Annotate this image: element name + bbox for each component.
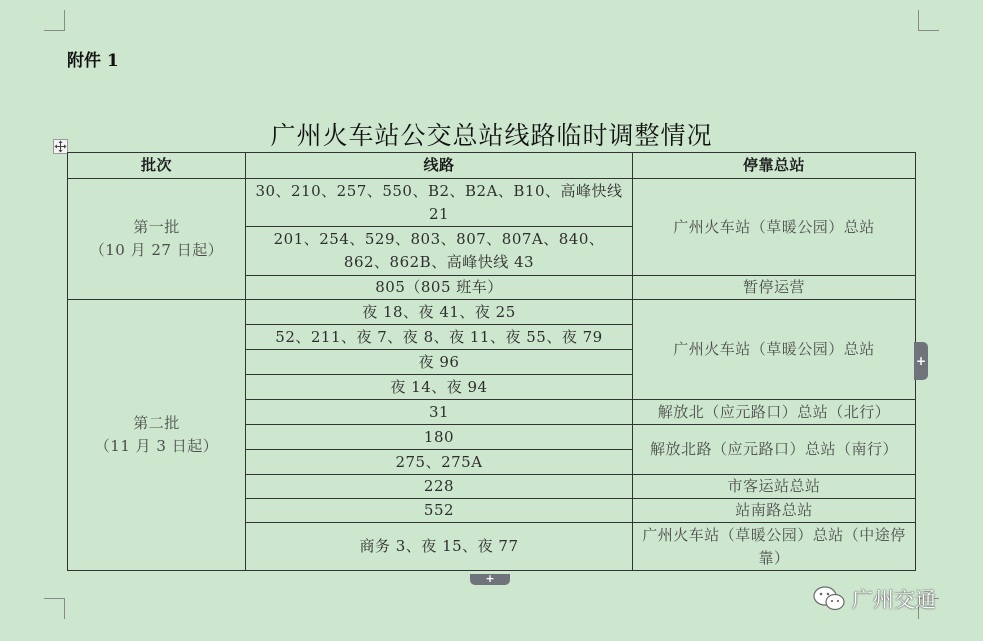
watermark-text: 广州交通 <box>852 588 936 612</box>
batch-cell <box>68 300 246 571</box>
watermark <box>812 584 936 614</box>
routes-cell: 552 <box>246 499 633 523</box>
attachment-label: 附件 1 <box>67 51 119 71</box>
table-row <box>68 300 916 325</box>
table-header-row <box>68 153 916 179</box>
add-row-button[interactable]: + <box>470 574 510 585</box>
routes-cell: 275、275A <box>246 450 633 475</box>
routes-cell: 805（805 班车） <box>246 276 633 300</box>
batch-date: （10 月 27 日起） <box>89 241 224 259</box>
routes-cell: 夜 14、夜 94 <box>246 375 633 400</box>
header-terminal: 停靠总站 <box>633 153 916 179</box>
routes-cell: 商务 3、夜 15、夜 77 <box>246 523 633 571</box>
terminal-cell: 广州火车站（草暖公园）总站 <box>633 300 916 400</box>
document-title: 广州火车站公交总站线路临时调整情况 <box>270 121 713 150</box>
routes-cell: 31 <box>246 400 633 425</box>
routes-cell: 夜 96 <box>246 350 633 375</box>
page-corner-mark-bottom-left <box>44 598 65 619</box>
add-column-button[interactable]: + <box>914 342 928 380</box>
page-corner-mark-top-left <box>44 10 65 31</box>
terminal-cell: 广州火车站（草暖公园）总站 <box>633 179 916 276</box>
routes-cell: 52、211、夜 7、夜 8、夜 11、夜 55、夜 79 <box>246 325 633 350</box>
routes-cell: 30、210、257、550、B2、B2A、B10、高峰快线 21 <box>246 179 633 227</box>
routes-cell: 228 <box>246 475 633 499</box>
page-corner-mark-top-right <box>918 10 939 31</box>
terminal-cell: 站南路总站 <box>633 499 916 523</box>
header-batch: 批次 <box>68 153 246 179</box>
routes-cell: 180 <box>246 425 633 450</box>
header-routes: 线路 <box>246 153 633 179</box>
routes-cell: 夜 18、夜 41、夜 25 <box>246 300 633 325</box>
batch-label: 第一批 <box>133 218 180 236</box>
terminal-cell: 广州火车站（草暖公园）总站（中途停靠） <box>633 523 916 571</box>
route-adjustment-table <box>67 152 916 571</box>
batch-label: 第二批 <box>133 414 180 432</box>
batch-date: （11 月 3 日起） <box>94 437 219 455</box>
terminal-cell: 解放北（应元路口）总站（北行） <box>633 400 916 425</box>
table-move-handle-icon[interactable] <box>53 139 68 154</box>
terminal-cell: 暂停运营 <box>633 276 916 300</box>
terminal-cell: 市客运站总站 <box>633 475 916 499</box>
table-row <box>68 179 916 227</box>
routes-cell: 201、254、529、803、807、807A、840、862、862B、高峰快线 43 <box>246 227 633 276</box>
terminal-cell: 解放北路（应元路口）总站（南行） <box>633 425 916 475</box>
wechat-icon <box>812 585 846 613</box>
batch-cell <box>68 179 246 300</box>
